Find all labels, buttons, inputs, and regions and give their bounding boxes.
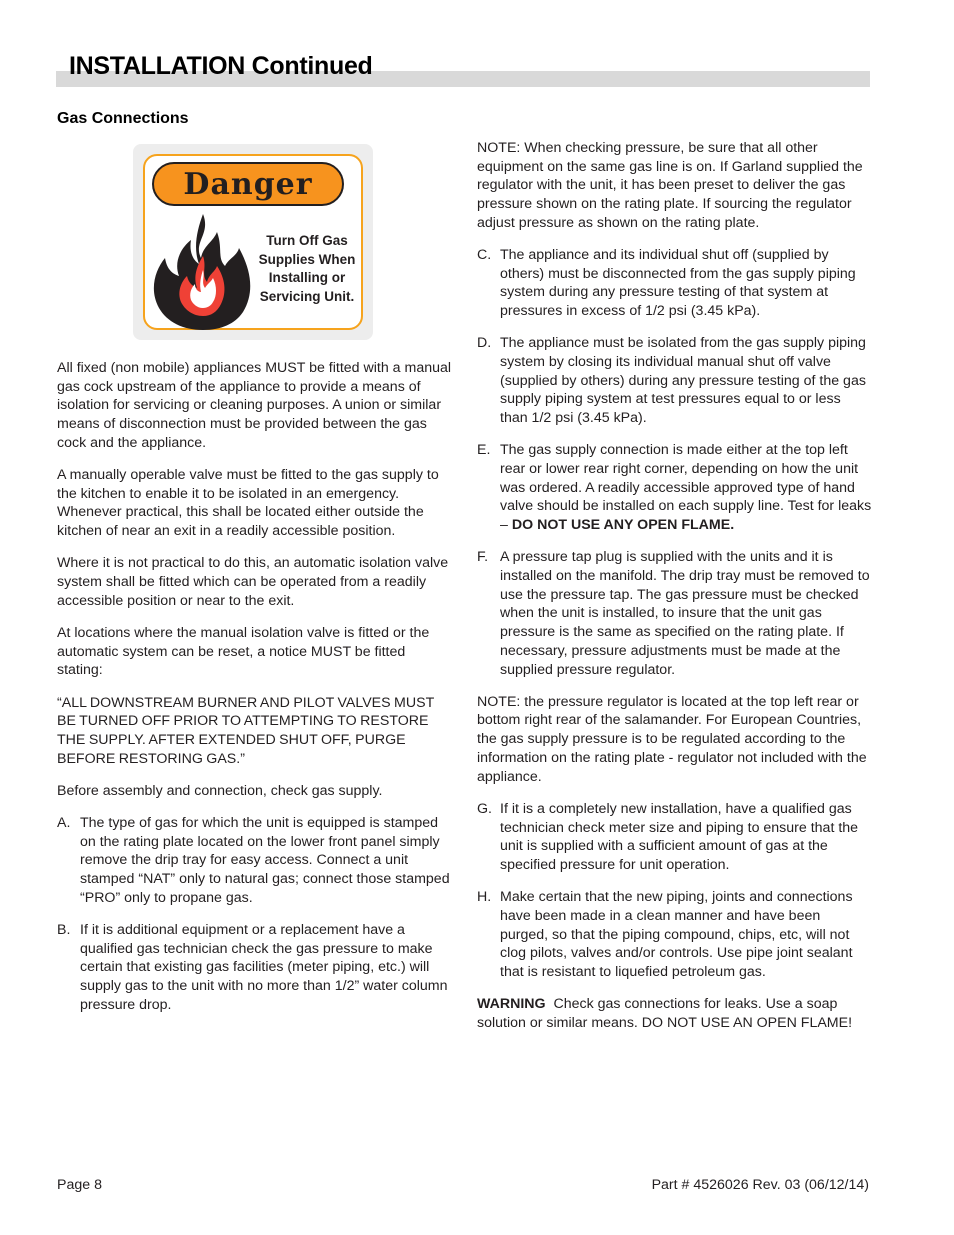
section-title: Gas Connections: [57, 110, 189, 127]
list-letter: B.: [57, 922, 71, 939]
list-text: If it is additional equipment or a replacement have a qualified gas technician check the gas pressure to make certain that existing gas facilities (meter piping, etc.) will supply gas to the unit with no more than 1/2” water column pressure drop.: [80, 922, 448, 1013]
list-item: [57, 814, 452, 908]
list-text: The type of gas for which the unit is equipped is stamped on the rating plate located on the lower front panel simply remove the drip tray for easy access. Connect a unit stamped “NAT” only to natural gas; connect those stamped “PRO” only to propane gas.: [80, 815, 450, 906]
part-number: Part # 4526026 Rev. 03 (06/12/14): [651, 1177, 869, 1193]
danger-line: Supplies When: [258, 251, 356, 267]
flame-icon: [151, 212, 255, 330]
list-letter: C.: [477, 247, 492, 264]
danger-label: Danger: [183, 166, 313, 202]
list-text: [500, 441, 872, 535]
list-letter: G.: [477, 800, 492, 817]
note-paragraph: NOTE: When checking pressure, be sure that all other equipment on the same gas line is on. If Garland supplied the regulator with the unit, it has been preset to deliver the gas pressure shown on the rating plate. If sourcing the regulator adjust pressure as shown on the rating plate.: [477, 140, 863, 231]
list-item: [477, 334, 872, 428]
list-item: [57, 921, 452, 1015]
paragraph: All fixed (non mobile) appliances MUST be fitted with a manual gas cock upstream of the appliance to provide a means of isolation for servicing or cleaning purposes. A union or similar means of disconnection must be provided between the gas cock and the appliance.: [57, 360, 452, 451]
note-paragraph: NOTE: the pressure regulator is located at the top left rear or bottom right rear of the salamander. For European Countries, the gas supply pressure is to be regulated according to the information on the rating plate - regulator not included with the appliance.: [477, 693, 867, 785]
list-letter: D.: [477, 335, 492, 352]
page-number: Page 8: [57, 1177, 102, 1193]
list-item: [477, 888, 872, 982]
list-letter: F.: [477, 549, 489, 566]
list-item: [477, 441, 872, 535]
list-item: [477, 548, 872, 679]
paragraph: A manually operable valve must be fitted to the gas supply to the kitchen to enable it to be isolated in an emergency. Whenever practical, this shall be located either outside the kitchen of near an exit in a readily accessible position.: [57, 467, 439, 540]
danger-line: Installing or: [268, 270, 346, 285]
paragraph: Where it is not practical to do this, an automatic isolation valve system shall be fitted which can be operated from a readily accessible position or near to the exit.: [57, 555, 449, 609]
page-title: INSTALLATION Continued: [69, 52, 373, 80]
notice-text: “ALL DOWNSTREAM BURNER AND PILOT VALVES MUST BE TURNED OFF PRIOR TO ATTEMPTING TO RESTORE THE SUPPLY. AFTER EXTENDED SHUT OFF, PURGE BEFORE RESTORING GAS.”: [57, 694, 434, 767]
paragraph: Before assembly and connection, check gas supply.: [57, 782, 383, 799]
danger-label-pill: [152, 162, 344, 206]
danger-line: Servicing Unit.: [259, 288, 355, 304]
list-text: The appliance and its individual shut off (supplied by others) must be disconnected from the gas supply piping system during any pressure testing of that system at pressures in excess of 1/2 psi (3.45 kPa).: [500, 247, 856, 320]
left-column: [57, 359, 452, 1028]
danger-line: Turn Off Gas: [266, 233, 348, 248]
list-item: [477, 800, 872, 875]
list-letter: H.: [477, 889, 492, 906]
paragraph: At locations where the manual isolation valve is fitted or the automatic system can be reset, a notice MUST be fitted stating:: [57, 624, 430, 679]
list-text: Make certain that the new piping, joints and connections have been made in a clean manner and have been purged, so that the piping compound, chips, etc, will not clog pilots, valves and/or controls. Use pipe joint sealant that is resistant to liquefied petroleum gas.: [500, 889, 853, 980]
danger-sign: [133, 144, 373, 340]
right-column: [477, 139, 872, 1046]
danger-sign-panel: [143, 154, 363, 330]
list-text-emphasis: DO NOT USE ANY OPEN FLAME.: [511, 517, 735, 534]
warning-text: Check gas connections for leaks. Use a soap solution or similar means. DO NOT USE AN OPEN FLAME!: [477, 996, 853, 1031]
warning-paragraph: [477, 995, 872, 1032]
list-text: A pressure tap plug is supplied with the units and it is installed on the manifold. The drip tray must be removed to use the pressure tap. The gas pressure must be checked when the unit is installed, to insure that the unit gas pressure is the same as specified on the rating plate. If necessary, pressure adjustments must be made at the supplied pressure regulator.: [500, 549, 870, 678]
list-item: [477, 246, 872, 321]
list-text: If it is a completely new installation, have a qualified gas technician check meter size and piping to ensure that the unit is supplied with a sufficient amount of gas at the specified pressure for unit operation.: [500, 800, 859, 873]
list-letter: A.: [57, 815, 71, 832]
list-letter: E.: [477, 442, 491, 459]
warning-label: WARNING: [477, 996, 546, 1013]
danger-message: [249, 232, 365, 306]
list-text-body: The gas supply connection is made either at the top left rear or lower rear right corner, depending on how the unit was ordered. A readily accessible approved type of hand valve should be installed on each supply line. Test for leaks –: [500, 442, 872, 534]
list-text: The appliance must be isolated from the gas supply piping system by closing its individual manual shut off valve (supplied by others) during any pressure testing of the gas supply piping system at test pressures equal to or less than 1/2 psi (3.45 kPa).: [500, 335, 866, 427]
